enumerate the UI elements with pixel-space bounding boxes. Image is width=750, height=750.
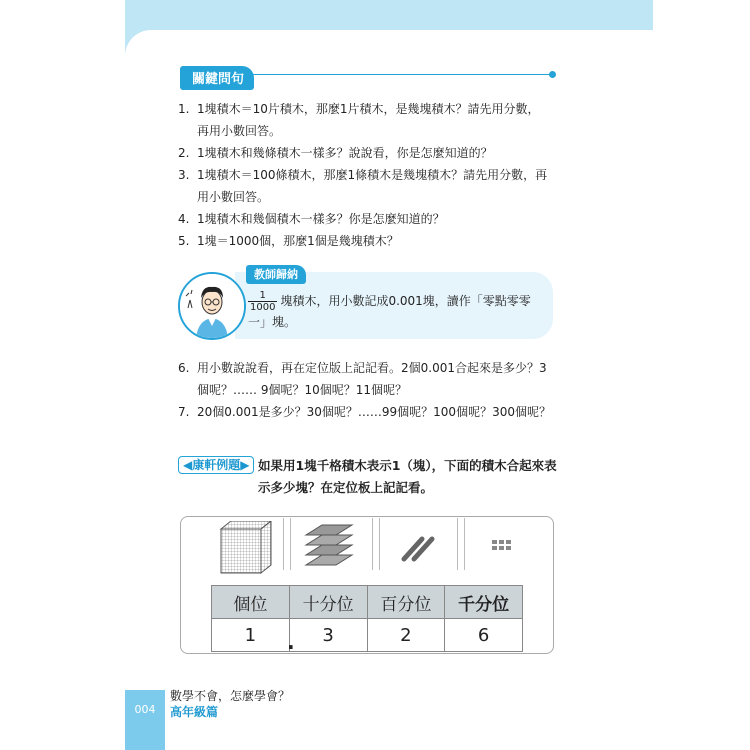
divider xyxy=(457,518,465,570)
header-ones: 個位 xyxy=(212,586,290,619)
thousand-cube-icon xyxy=(213,521,279,575)
question-item: 3. 1塊積木＝100條積木，那麼1條積木是幾塊積木？請先用分數，再用小數回答。 xyxy=(178,168,548,204)
question-item: 2. 1塊積木和幾條積木一樣多？說說看，你是怎麼知道的？ xyxy=(178,146,493,160)
digit-thousandths: 6 xyxy=(445,619,523,652)
divider xyxy=(283,518,291,570)
section-rule-dot xyxy=(549,71,556,78)
table-header-row xyxy=(212,586,523,619)
decimal-point: . xyxy=(287,630,295,654)
example-text: 如果用1塊千格積木表示1（塊），下面的積木合起來表示多少塊？在定位板上記記看。 xyxy=(258,458,557,495)
digit-tenths: 3 xyxy=(289,619,367,652)
teacher-summary-text: $\frac{1}{1000}$ 塊積木，用小數記成0.001塊，讀作「零點零零一」塊。 xyxy=(248,290,531,329)
tenths-flat-icon xyxy=(302,521,362,573)
header-tenths: 十分位 xyxy=(289,586,367,619)
section-title: 關鍵問句 xyxy=(180,66,254,90)
question-item: 4. 1塊積木和幾個積木一樣多？你是怎麼知道的？ xyxy=(178,212,445,226)
page-number-tab xyxy=(125,690,165,750)
teacher-summary-tag: 教師歸納 xyxy=(246,265,306,284)
fraction: $\frac{1}{1000}$ xyxy=(250,290,276,313)
header-thousandths: 千分位 xyxy=(445,586,523,619)
digit-hundredths: 2 xyxy=(367,619,445,652)
place-value-table xyxy=(211,585,523,652)
footer-title: 數學不會，怎麼學會？ 高年級篇 xyxy=(170,689,291,719)
divider xyxy=(372,518,380,570)
section-rule xyxy=(250,74,550,75)
header-hundredths: 百分位 xyxy=(367,586,445,619)
question-list xyxy=(178,98,548,252)
question-item: 7. 20個0.001是多少？30個呢？……99個呢？100個呢？300個呢？ xyxy=(178,405,551,419)
table-row xyxy=(212,619,523,652)
example-tag: ◀康軒例題▶ xyxy=(178,456,254,474)
question-item: 5. 1塊＝1000個，那麼1個是幾塊積木？ xyxy=(178,234,399,248)
question-item: 1. 1塊積木＝10片積木，那麼1片積木，是幾塊積木？請先用分數，再用小數回答。 xyxy=(178,102,540,138)
teacher-avatar-icon xyxy=(178,272,246,340)
hundredths-rod-icon xyxy=(398,533,438,563)
thousandths-unit-icon xyxy=(490,539,520,557)
top-band xyxy=(125,0,653,30)
digit-ones: 1 xyxy=(212,619,290,652)
question-item: 6. 用小數說說看，再在定位版上記記看。2個0.001合起來是多少？3個呢？…… 9個呢？10個呢？11個呢？ xyxy=(178,361,547,397)
question-list-2 xyxy=(178,357,558,423)
page-number: 004 xyxy=(134,703,156,716)
